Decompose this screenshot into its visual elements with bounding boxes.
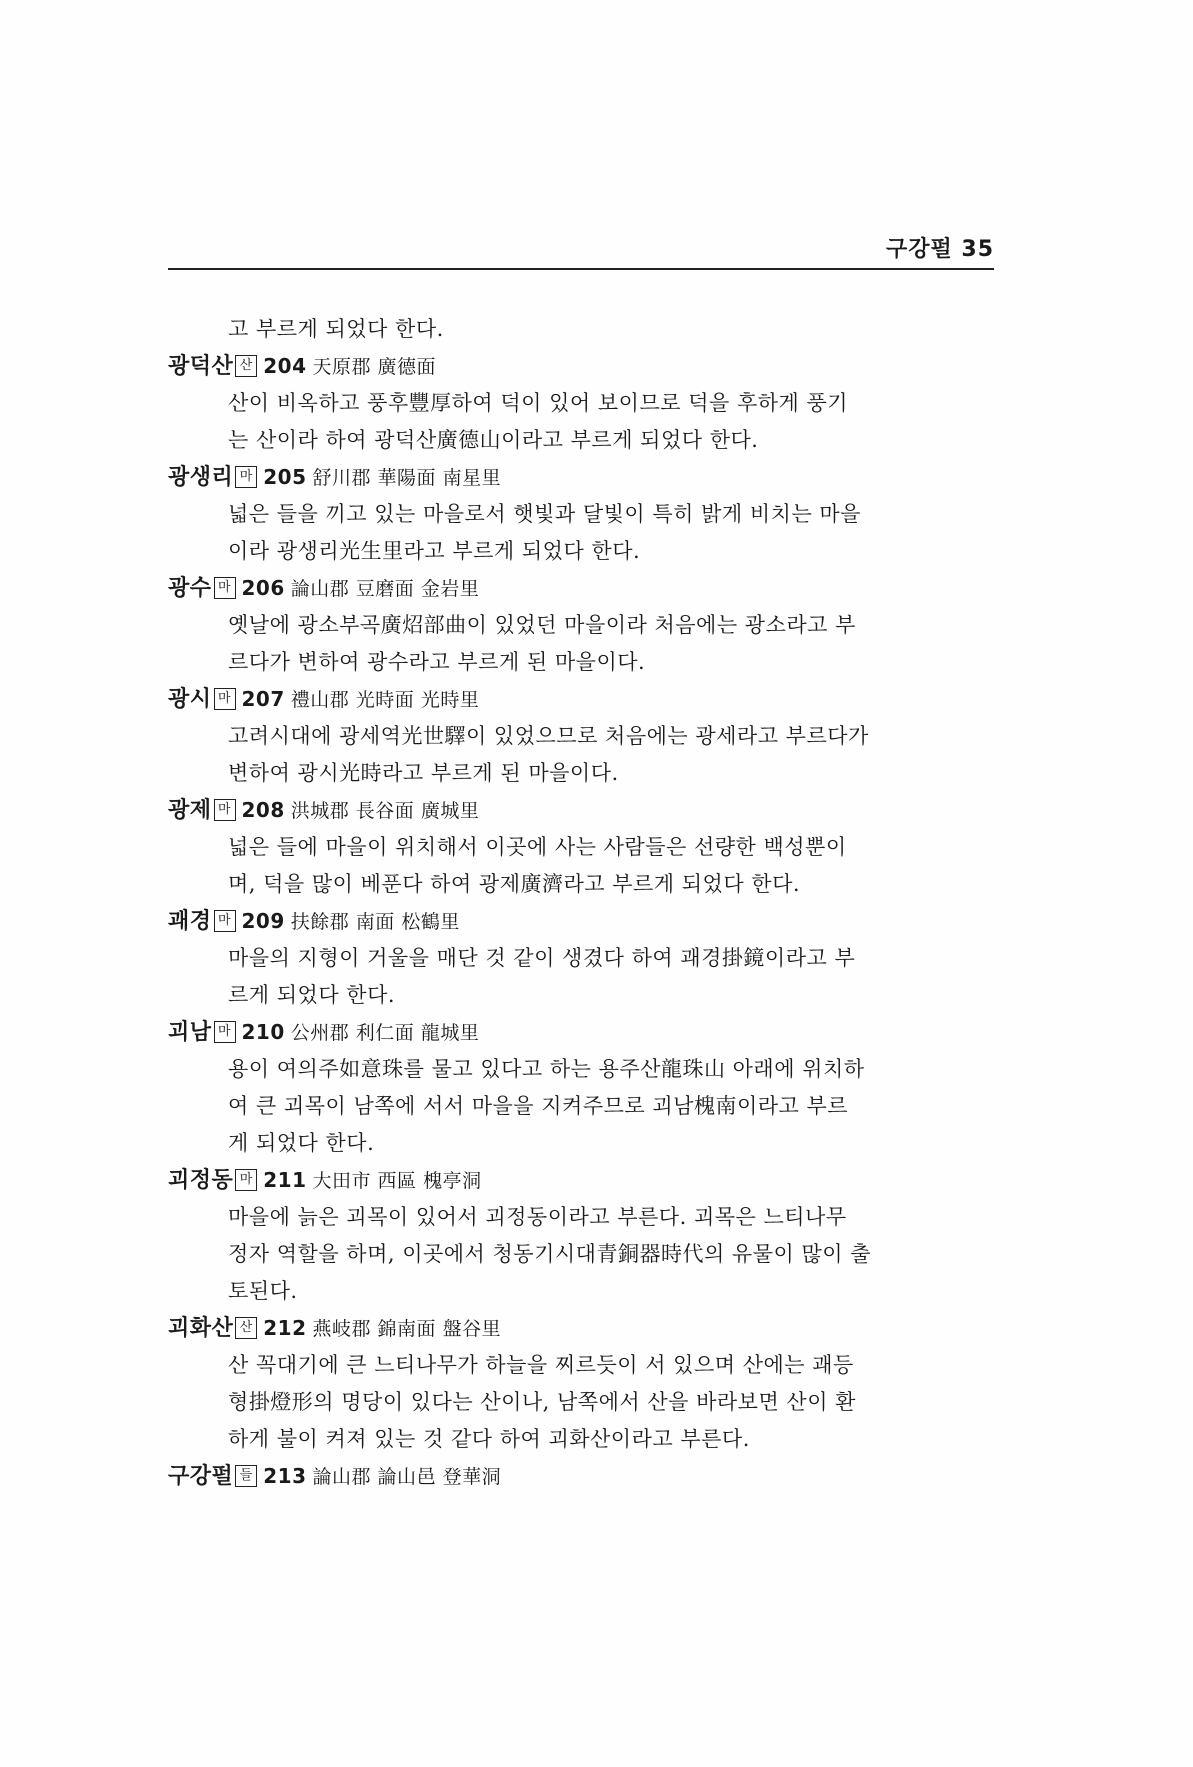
entry-type-tag: 마	[214, 1021, 236, 1043]
entry-body-line: 는 산이라 하여 광덕산廣德山이라고 부르게 되었다 한다.	[228, 428, 759, 452]
entry-heading	[168, 570, 998, 607]
entry-type-tag: 산	[235, 1317, 257, 1339]
entry-location: 公州郡 利仁面 龍城里	[290, 1022, 480, 1044]
entry-number: 211	[263, 1168, 307, 1192]
entry-number: 206	[241, 576, 285, 600]
entry-number: 205	[263, 465, 307, 489]
entry-type-tag: 마	[235, 466, 257, 488]
entry-body-line: 용이 여의주如意珠를 물고 있다고 하는 용주산龍珠山 아래에 위치하	[228, 1057, 865, 1081]
entry-body-line: 정자 역할을 하며, 이곳에서 청동기시대青銅器時代의 유물이 많이 출	[228, 1242, 871, 1266]
entry-heading	[168, 1310, 998, 1347]
entry-body-line: 며, 덕을 많이 베푼다 하여 광제廣濟라고 부르게 되었다 한다.	[228, 872, 801, 896]
entry-body-line: 마을에 늙은 괴목이 있어서 괴정동이라고 부른다. 괴목은 느티나무	[228, 1205, 847, 1229]
entry-body-line: 넓은 들을 끼고 있는 마을로서 햇빛과 달빛이 특히 밝게 비치는 마을	[228, 502, 861, 526]
entry-type-tag: 산	[235, 355, 257, 377]
entry-name: 괴남	[168, 1020, 212, 1045]
entry-number: 210	[241, 1020, 285, 1044]
entry-heading	[168, 348, 998, 385]
entry-type-tag: 마	[214, 577, 236, 599]
entry-body-line: 넓은 들에 마을이 위치해서 이곳에 사는 사람들은 선량한 백성뿐이	[228, 835, 847, 859]
entry-name: 괴정동	[168, 1168, 234, 1193]
entry-heading	[168, 459, 998, 496]
entry-location: 論山郡 豆磨面 金岩里	[290, 578, 480, 600]
entry-heading	[168, 681, 998, 718]
entry-location: 論山郡 論山邑 登華洞	[312, 1466, 502, 1488]
entry-body-line: 게 되었다 한다.	[228, 1131, 375, 1155]
entry-name: 광수	[168, 576, 212, 601]
entry-body-line: 토된다.	[228, 1279, 298, 1303]
entry-name: 광제	[168, 798, 212, 823]
entry-location: 禮山郡 光時面 光時里	[290, 689, 480, 711]
entry-heading	[168, 903, 998, 940]
entry-type-tag: 마	[235, 1169, 257, 1191]
entry-type-tag: 마	[214, 799, 236, 821]
entry-name: 괘경	[168, 909, 212, 934]
entry-name: 광덕산	[168, 354, 234, 379]
entry-body-line: 르게 되었다 한다.	[228, 983, 396, 1007]
entry-body-line: 형掛燈形의 명당이 있다는 산이나, 남쪽에서 산을 바라보면 산이 환	[228, 1390, 856, 1414]
entry-body-line: 마을의 지형이 거울을 매단 것 같이 생겼다 하여 괘경掛鏡이라고 부	[228, 946, 856, 970]
entry-location: 舒川郡 華陽面 南星里	[312, 467, 502, 489]
entry-name: 광시	[168, 687, 212, 712]
entry-body-line: 산이 비옥하고 풍후豐厚하여 덕이 있어 보이므로 덕을 후하게 풍기	[228, 391, 849, 415]
entry-heading	[168, 1458, 998, 1495]
entry-location: 燕岐郡 錦南面 盤谷里	[312, 1318, 502, 1340]
entry-body-line: 하게 불이 켜져 있는 것 같다 하여 괴화산이라고 부른다.	[228, 1427, 750, 1451]
entry-location: 洪城郡 長谷面 廣城里	[290, 800, 480, 822]
entry-number: 208	[241, 798, 285, 822]
entry-type-tag: 들	[235, 1465, 257, 1487]
entry-body-line: 고려시대에 광세역光世驛이 있었으므로 처음에는 광세라고 부르다가	[228, 724, 869, 748]
entry-body-line: 산 꼭대기에 큰 느티나무가 하늘을 찌르듯이 서 있으며 산에는 괘등	[228, 1353, 854, 1377]
entry-number: 213	[263, 1464, 307, 1488]
entry-type-tag: 마	[214, 688, 236, 710]
entry-body-line: 변하여 광시光時라고 부르게 된 마을이다.	[228, 761, 619, 785]
entry-name: 괴화산	[168, 1316, 234, 1341]
running-head	[168, 232, 994, 270]
entry-location: 扶餘郡 南面 松鶴里	[290, 911, 460, 933]
entry-body-line: 르다가 변하여 광수라고 부르게 된 마을이다.	[228, 650, 646, 674]
entry-location: 大田市 西區 槐亭洞	[312, 1170, 482, 1192]
entry-number: 207	[241, 687, 285, 711]
entry-location: 天原郡 廣德面	[312, 356, 437, 378]
entry-body-line: 여 큰 괴목이 남쪽에 서서 마을을 지켜주므로 괴남槐南이라고 부르	[228, 1094, 849, 1118]
entry-number: 209	[241, 909, 285, 933]
entry-heading	[168, 792, 998, 829]
entry-number: 212	[263, 1316, 307, 1340]
entry-name: 광생리	[168, 465, 234, 490]
entry-heading	[168, 1014, 998, 1051]
entry-name: 구강펄	[168, 1464, 234, 1489]
entry-body-line: 이라 광생리光生里라고 부르게 되었다 한다.	[228, 539, 641, 563]
entry-body-line: 옛날에 광소부곡廣炤部曲이 있었던 마을이라 처음에는 광소라고 부	[228, 613, 856, 637]
dictionary-content	[168, 311, 998, 1495]
entry-number: 204	[263, 354, 307, 378]
running-head-text: 구강펄 35	[885, 237, 994, 262]
entry-type-tag: 마	[214, 910, 236, 932]
entry-heading	[168, 1162, 998, 1199]
entry-body-line: 고 부르게 되었다 한다.	[228, 317, 444, 341]
